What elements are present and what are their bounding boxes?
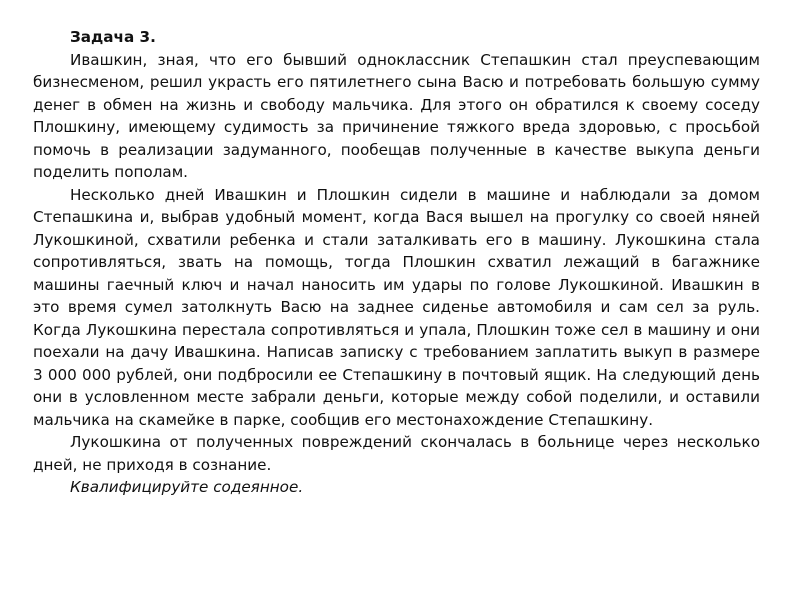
paragraph-2: Несколько дней Ивашкин и Плошкин сидели в машине и наблюдали за домом Степашкина и, выбрав удобный момент, когда Вася вышел на прогулку со своей няней Лукошкиной, схватили ребенка и стали заталкивать его в машину. Лукошкина стала сопротивляться, звать на помощь, тогда Плошкин схватил лежащий в багажнике машины гаечный ключ и начал наносить им удары по голове Лукошкиной. Ивашкин в это время сумел затолкнуть Васю на заднее сиденье автомобиля и сам сел за руль. Когда Лукошкина перестала сопротивляться и упала, Плошкин тоже сел в машину и они поехали на дачу Ивашкина. Написав записку с требованием заплатить выкуп в размере 3 000 000 рублей, они подбросили ее Степашкину в почтовый ящик. На следующий день они в условленном месте забрали деньги, которые между собой поделили, и оставили мальчика на скамейке в парке, сообщив его местонахождение Степашкину. — [33, 185, 760, 429]
task-document — [33, 26, 760, 499]
paragraph-1: Ивашкин, зная, что его бывший одноклассник Степашкин стал преуспевающим бизнесменом, решил украсть его пятилетнего сына Васю и потребовать большую сумму денег в обмен на жизнь и свободу мальчика. Для этого он обратился к своему соседу Плошкину, имеющему судимость за причинение тяжкого вреда здоровью, с просьбой помочь в реализации задуманного, пообещав полученные в качестве выкупа деньги поделить пополам. — [33, 50, 760, 181]
task-question: Квалифицируйте содеянное. — [70, 478, 304, 496]
paragraph-3: Лукошкина от полученных повреждений скончалась в больнице через несколько дней, не приходя в сознание. — [33, 433, 760, 474]
task-title: Задача 3. — [70, 28, 156, 46]
